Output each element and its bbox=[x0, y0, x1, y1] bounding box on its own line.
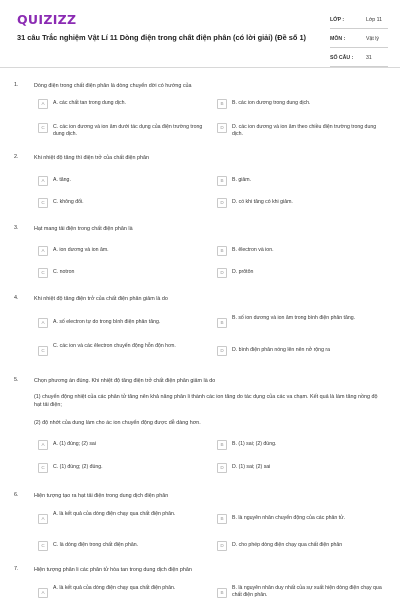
option-text: A. ion dương và ion âm. bbox=[53, 247, 109, 253]
option-letter-box[interactable]: D bbox=[217, 346, 227, 356]
option-text: D. có khi tăng có khi giảm. bbox=[232, 199, 293, 205]
question-text: Dòng điện trong chất điện phân là dòng chuyển dời có hướng của bbox=[34, 83, 192, 89]
option-text: A. các chất tan trong dung dịch. bbox=[53, 100, 126, 106]
option-text: D. (1) sai; (2) sai bbox=[232, 464, 271, 470]
option-text: C. notron bbox=[53, 269, 75, 275]
option-text: B. các ion dương trong dung dịch. bbox=[232, 100, 311, 106]
option-text: B. (1) sai; (2) đúng. bbox=[232, 441, 277, 447]
option-letter-box[interactable]: C bbox=[38, 346, 48, 356]
meta-count bbox=[330, 51, 388, 67]
option-letter-box[interactable]: C bbox=[38, 463, 48, 473]
option-letter-box[interactable]: C bbox=[38, 268, 48, 278]
option-letter-box[interactable]: A bbox=[38, 246, 48, 256]
option-text: B. số ion dương và ion âm trong bình điện phân tăng. bbox=[232, 315, 356, 321]
question-text: Khi nhiệt độ tăng thì điện trở của chất điện phân bbox=[34, 155, 150, 161]
option-text: B. giảm. bbox=[232, 177, 252, 183]
meta-class bbox=[330, 13, 388, 29]
quizizz-logo: QUIZIZZ bbox=[17, 12, 77, 27]
option-letter-box[interactable]: B bbox=[217, 318, 227, 328]
option-text: A. tăng. bbox=[53, 177, 71, 183]
option-letter-box[interactable]: C bbox=[38, 123, 48, 133]
question-text: Hiện tượng tạo ra hạt tải điện trong dung dịch điện phân bbox=[34, 493, 169, 499]
question-number: 7. bbox=[14, 566, 19, 572]
option-letter-box[interactable]: D bbox=[217, 541, 227, 551]
option-letter-box[interactable]: D bbox=[217, 198, 227, 208]
option-text: C. là dòng điện trong chất điện phân. bbox=[53, 542, 139, 548]
question-number: 5. bbox=[14, 377, 19, 383]
option-text: C. không đổi. bbox=[53, 199, 84, 205]
meta-value: 31 bbox=[366, 55, 372, 61]
question-statement: (1) chuyển động nhiệt của các phân tử tăng nên khả năng phân li thành các ion tăng do tác dụng của các va chạm. Kết quả là làm tăng nồng độ hạt tải điện; bbox=[34, 394, 378, 408]
worksheet-header bbox=[0, 0, 400, 68]
option-letter-box[interactable]: A bbox=[38, 318, 48, 328]
option-text: D. các ion dương và ion âm theo chiều điện trường trong dung dịch. bbox=[232, 124, 377, 137]
meta-label: MÔN : bbox=[330, 36, 346, 42]
question-text: Chọn phương án đúng. Khi nhiệt độ tăng điện trở chất điện phân giảm là do bbox=[34, 378, 216, 384]
option-letter-box[interactable]: C bbox=[38, 198, 48, 208]
option-letter-box[interactable]: D bbox=[217, 463, 227, 473]
option-letter-box[interactable]: A bbox=[38, 514, 48, 524]
option-letter-box[interactable]: B bbox=[217, 440, 227, 450]
option-letter-box[interactable]: B bbox=[217, 588, 227, 598]
option-text: D. cho phép dòng điện chạy qua chất điện phân bbox=[232, 542, 343, 548]
option-text: C. (1) đúng; (2) đúng. bbox=[53, 464, 103, 470]
option-letter-box[interactable]: A bbox=[38, 440, 48, 450]
question-number: 6. bbox=[14, 492, 19, 498]
worksheet-title: 31 câu Trắc nghiệm Vật Lí 11 Dòng điện trong chất điện phân (có lời giải) (Đề số 1) bbox=[17, 33, 307, 42]
option-text: C. các ion và các êlectron chuyển động hỗn độn hơn. bbox=[53, 343, 176, 349]
question-statement: (2) độ nhớt của dung làm cho ác ion chuyển động được dễ dàng hơn. bbox=[34, 420, 201, 426]
option-text: B. êlectron và ion. bbox=[232, 247, 274, 253]
worksheet-meta bbox=[330, 13, 388, 70]
option-text: D. bình điện phân nóng lên nên nở rộng ra bbox=[232, 347, 331, 353]
option-text: A. (1) đúng; (2) sai bbox=[53, 441, 96, 447]
question-text: Khi nhiệt độ tăng điện trở của chất điện phân giảm là do bbox=[34, 296, 168, 302]
option-letter-box[interactable]: B bbox=[217, 514, 227, 524]
option-text: B. là nguyên nhân duy nhất của sự xuất hiện dòng điện chạy qua chất điện phân. bbox=[232, 585, 382, 598]
option-text: A. là kết quả của dòng điện chạy qua chất điện phân. bbox=[53, 585, 176, 591]
question-number: 4. bbox=[14, 295, 19, 301]
option-text: A. số electron tự do trong bình điện phân tăng. bbox=[53, 319, 161, 325]
option-letter-box[interactable]: B bbox=[217, 99, 227, 109]
option-letter-box[interactable]: A bbox=[38, 99, 48, 109]
option-letter-box[interactable]: A bbox=[38, 176, 48, 186]
option-text: A. là kết quả của dòng điện chạy qua chất điện phân. bbox=[53, 511, 176, 517]
meta-label: LỚP : bbox=[330, 17, 345, 23]
option-letter-box[interactable]: B bbox=[217, 176, 227, 186]
meta-label: SỐ CÂU : bbox=[330, 55, 354, 61]
option-text: D. prôtôn bbox=[232, 269, 254, 275]
question-text: Hiện tượng phân li các phân tử hòa tan trong dung dịch điện phân bbox=[34, 567, 192, 573]
option-letter-box[interactable]: D bbox=[217, 123, 227, 133]
option-letter-box[interactable]: A bbox=[38, 588, 48, 598]
question-number: 3. bbox=[14, 225, 19, 231]
question-number: 2. bbox=[14, 154, 19, 160]
option-letter-box[interactable]: D bbox=[217, 268, 227, 278]
meta-subject bbox=[330, 32, 388, 48]
option-letter-box[interactable]: B bbox=[217, 246, 227, 256]
question-number: 1. bbox=[14, 82, 19, 88]
meta-value: Vật lý bbox=[366, 36, 379, 42]
option-text: C. các ion dương và ion âm dưới tác dụng của điện trường trong dung dịch. bbox=[53, 124, 203, 137]
option-letter-box[interactable]: C bbox=[38, 541, 48, 551]
meta-value: Lớp 11 bbox=[366, 17, 382, 23]
question-text: Hạt mang tải điện trong chất điện phân là bbox=[34, 226, 133, 232]
option-text: B. là nguyên nhân chuyển động của các phân tử. bbox=[232, 515, 346, 521]
